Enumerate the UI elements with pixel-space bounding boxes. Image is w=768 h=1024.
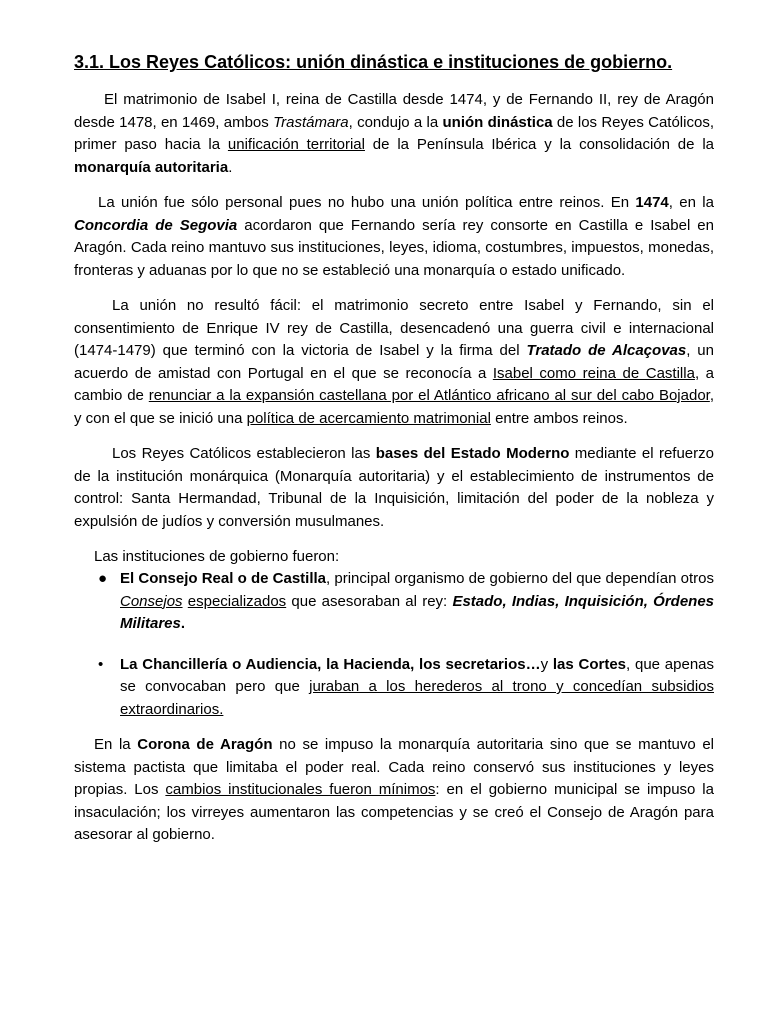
- bold-italic-text: Tratado de Alcaçovas: [526, 342, 687, 359]
- text: La unión no resultó fácil: el matrimonio secreto entre Isabel y Fernando, sin el consentimiento de Enrique IV rey de Castilla, desencadenó una guerra civil e internacional (1474-1479) que terminó con la victoria de Isabel y la firma del: [74, 297, 714, 359]
- text: , un acuerdo de amistad con Portugal en el que se reconocía a: [74, 342, 714, 382]
- list-item: [74, 654, 714, 722]
- section-title: 3.1. Los Reyes Católicos: unión dinástica e instituciones de gobierno.: [74, 52, 673, 72]
- list-intro: Las instituciones de gobierno fueron:: [94, 548, 340, 565]
- underlined-text: política de acercamiento matrimonial: [246, 409, 491, 427]
- paragraph-union-personal: [74, 192, 714, 282]
- text: mediante el refuerzo de la institución monárquica (Monarquía autoritaria) y el establecimiento de instrumentos de control: Santa Hermandad, Tribunal de la Inquisición, limitación del poder de la nobleza y expulsión de judíos y conversión musulmanes.: [74, 445, 714, 530]
- bullet-icon: •: [98, 655, 104, 673]
- text: y: [540, 655, 553, 673]
- list-item: [74, 568, 714, 636]
- underlined-text: renunciar a la expansión castellana por el Atlántico africano al sur del cabo Bojador: [148, 387, 710, 404]
- document-page: [74, 52, 714, 860]
- bold-text: unión dinástica: [442, 113, 553, 131]
- text: que asesoraban al rey:: [286, 592, 453, 610]
- text: El matrimonio de Isabel I, reina de Castilla desde 1474, y de Fernando II, rey de Aragón desde 1478, en 1469, ambos: [74, 91, 714, 131]
- bold-text: bases del Estado Moderno: [375, 445, 570, 462]
- text: de la Península Ibérica y la consolidación de la: [364, 136, 714, 153]
- institutions-list: [74, 568, 714, 721]
- text: no se impuso la monarquía autoritaria sino que se mantuvo el sistema pactista que limitaba el poder real. Cada reino conservó sus instituciones y leyes propias. Los: [74, 736, 715, 798]
- paragraph-guerra-civil: [74, 295, 714, 430]
- bold-italic-text: Concordia de Segovia: [74, 216, 238, 234]
- text: , a cambio de: [74, 364, 714, 404]
- bold-text: .: [180, 615, 186, 632]
- text: En la: [94, 736, 138, 753]
- text: de los Reyes Católicos, primer paso hacia la: [74, 113, 714, 153]
- bold-text: La Chancillería o Audiencia, la Hacienda, los secretarios…: [120, 655, 541, 673]
- text: , en la: [668, 194, 714, 211]
- paragraph-union-dinastica: [74, 89, 714, 179]
- text: La unión fue sólo personal pues no hubo una unión política entre reinos. En: [98, 194, 636, 211]
- text: : en el gobierno municipal se impuso la insaculación; los virreyes aumentaron las competencias y se creó el Consejo de Aragón para asesorar al gobierno.: [74, 781, 714, 843]
- bold-text: las Cortes: [552, 655, 627, 673]
- paragraph-corona-aragon: [74, 734, 714, 847]
- underlined-text: especializados: [187, 592, 287, 610]
- text: , principal organismo de gobierno del que dependían otros: [326, 570, 714, 587]
- underlined-text: unificación territorial: [227, 136, 365, 153]
- bold-text: Corona de Aragón: [137, 736, 273, 753]
- italic-text: Trastámara: [273, 113, 349, 131]
- text: , condujo a la: [348, 113, 443, 131]
- bold-text: El Consejo Real o de Castilla: [120, 570, 327, 587]
- bullet-icon: ●: [98, 570, 108, 587]
- underlined-italic-text: Consejos: [120, 592, 183, 610]
- text: acordaron que Fernando sería rey consorte en Castilla e Isabel en Aragón. Cada reino mantuvo sus instituciones, leyes, idioma, costumbres, impuestos, monedas, fronteras y aduanas por lo que no se estableció una monarquía o estado unificado.: [74, 216, 714, 279]
- paragraph-estado-moderno: [74, 443, 714, 533]
- text: .: [228, 158, 233, 176]
- underlined-text: Isabel como reina de Castilla: [492, 364, 695, 382]
- text: , que apenas se convocaban pero que: [120, 655, 715, 695]
- bold-italic-text: Estado, Indias, Inquisición, Órdenes Militares: [120, 592, 715, 632]
- text: , y con el que se inició una: [74, 387, 715, 427]
- bold-text: 1474: [635, 194, 669, 211]
- text: entre ambos reinos.: [490, 409, 628, 427]
- underlined-text: juraban a los herederos al trono y concedían subsidios extraordinarios.: [120, 678, 714, 718]
- text: Los Reyes Católicos establecieron las: [112, 445, 376, 462]
- bold-text: monarquía autoritaria: [74, 158, 229, 176]
- underlined-text: cambios institucionales fueron mínimos: [165, 781, 436, 798]
